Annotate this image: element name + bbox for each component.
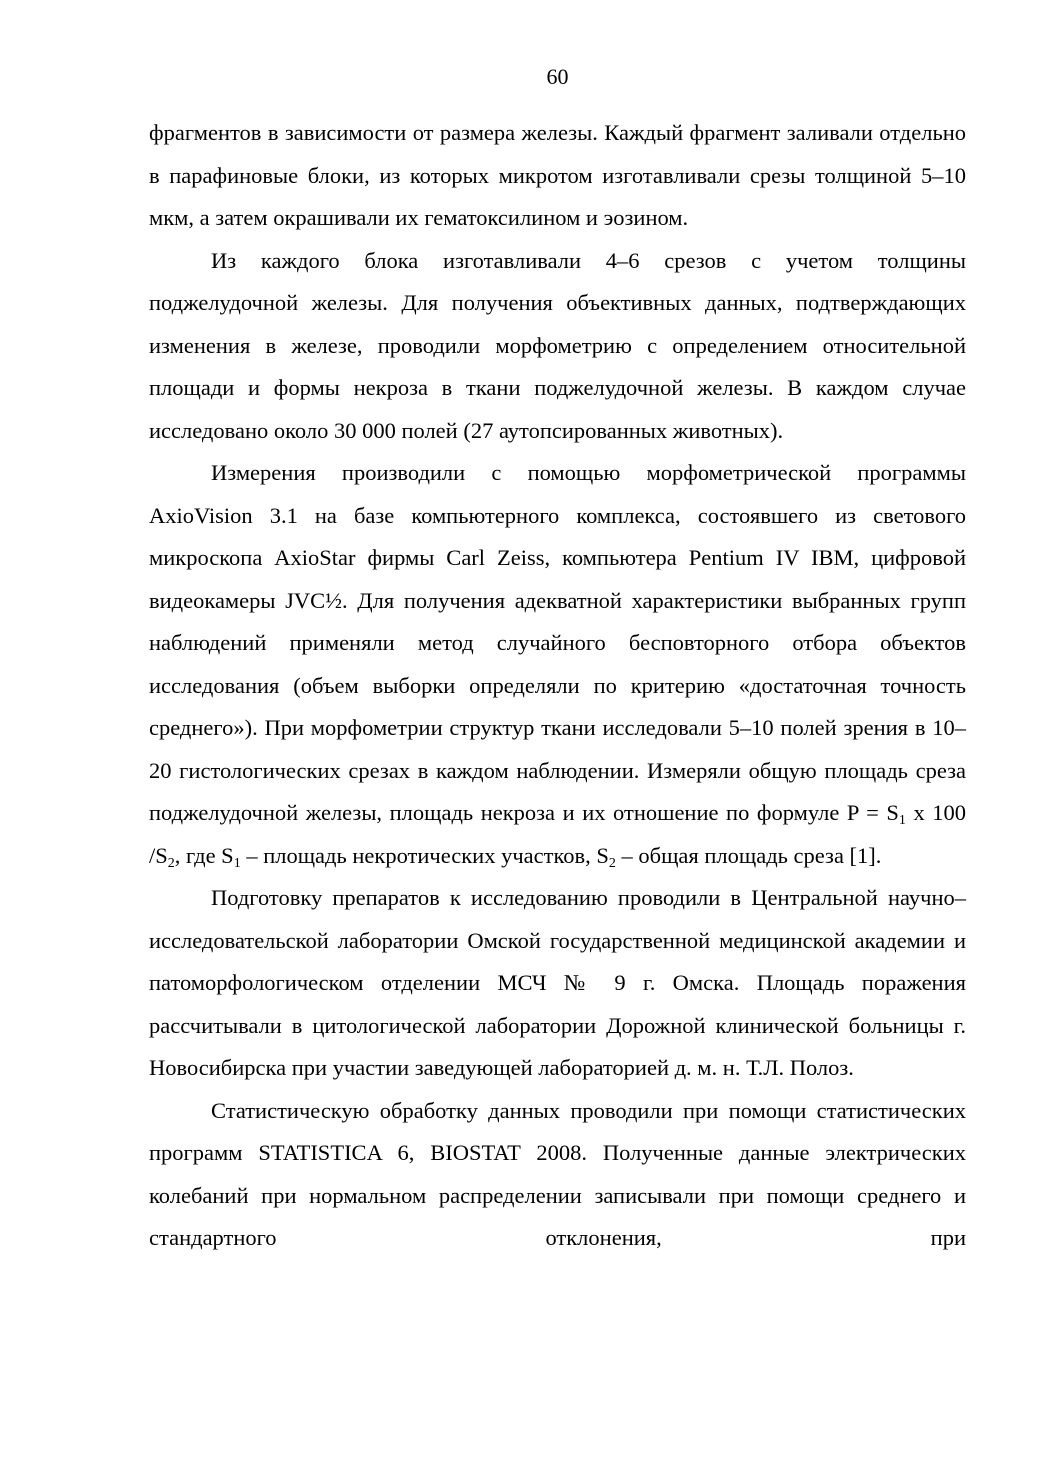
- subscript: 2: [167, 855, 175, 871]
- paragraph-3: [149, 452, 966, 877]
- paragraph-text: , где S: [174, 842, 234, 868]
- paragraph-text: Статистическую обработку данных проводили при помощи статистических программ STATISTICA 6, BIOSTAT 2008. Полученные данные электрических колебаний при нормальном распределении записывали при помощи среднего и стандартного отклонения, при: [149, 1097, 966, 1250]
- paragraph-1: [149, 112, 966, 240]
- paragraph-5: [149, 1090, 966, 1260]
- paragraph-text: Измерения производили с помощью морфометрической программы AxioVision 3.1 на базе компьютерного комплекса, состоявшего из светового микроскопа AxioStar фирмы Carl Zeiss, компьютера Pentium IV IBM, цифровой видеокамеры JVC½. Для получения адекватной характеристики выбранных групп наблюдений применяли метод случайного бесповторного отбора объектов исследования (объем выборки определяли по критерию «достаточная точность среднего»). При морфометрии структур ткани исследовали 5–10 полей зрения в 10–20 гистологических срезах в каждом наблюдении. Измеряли общую площадь среза поджелудочной железы, площадь некроза и их отношение по формуле P = S: [149, 460, 966, 825]
- paragraph-text: Из каждого блока изготавливали 4–6 срезов с учетом толщины поджелудочной железы. Для получения объективных данных, подтверждающих изменения в железе, проводили морфометрию с определением относительной площади и формы некроза в ткани поджелудочной железы. В каждом случае исследовано около 30 000 полей (27 аутопсированных животных).: [149, 247, 966, 443]
- subscript: 1: [898, 813, 906, 828]
- paragraph-text: – площадь некротических участков, S: [240, 842, 609, 868]
- paragraph-text: фрагментов в зависимости от размера железы. Каждый фрагмент заливали отдельно в парафиновые блоки, из которых микротом изготавливали срезы толщиной 5–10 мкм, а затем окрашивали их гематоксилином и эозином.: [149, 120, 966, 230]
- page-number: 60: [546, 64, 569, 89]
- paragraph-2: [149, 240, 966, 453]
- body-text: [149, 112, 966, 1260]
- paragraph-text: – общая площадь среза [1].: [615, 842, 882, 868]
- subscript: 1: [233, 855, 241, 871]
- paragraph-text: х 100 /S: [149, 800, 966, 868]
- subscript: 2: [608, 855, 616, 871]
- paragraph-text: Подготовку препаратов к исследованию проводили в Центральной научно–исследовательской лаборатории Омской государственной медицинской академии и патоморфологическом отделении МСЧ № 9 г. Омска. Площадь поражения рассчитывали в цитологической лаборатории Дорожной клинической больницы г. Новосибирска при участии заведующей лабораторией д. м. н. Т.Л. Полоз.: [149, 885, 966, 1080]
- paragraph-4: [149, 877, 966, 1090]
